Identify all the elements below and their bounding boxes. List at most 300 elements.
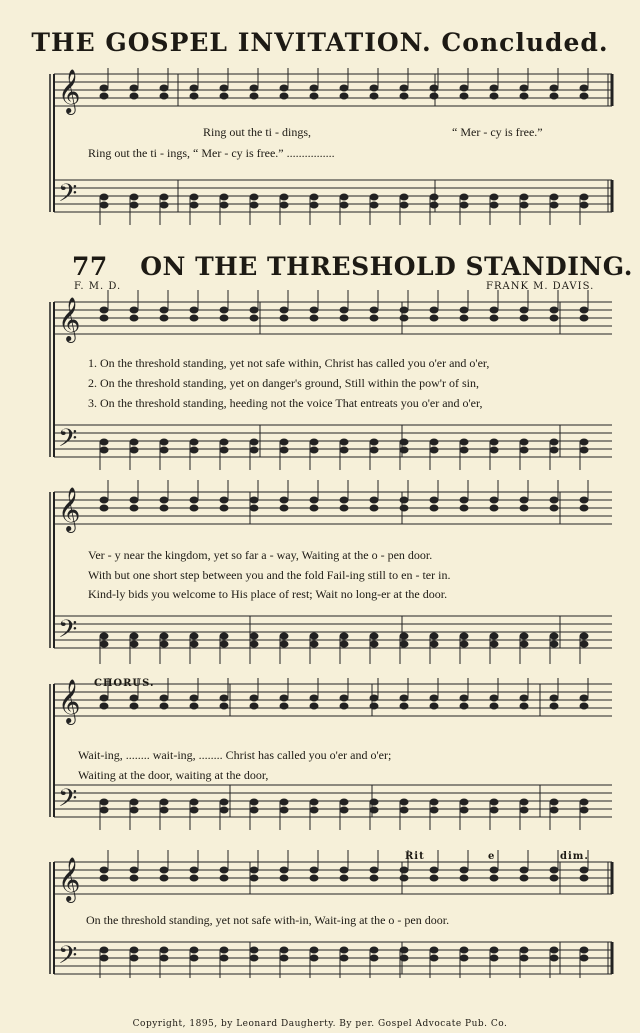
notehead xyxy=(280,439,288,445)
notehead xyxy=(250,202,258,208)
notehead xyxy=(310,315,318,321)
notehead xyxy=(160,447,168,453)
notehead xyxy=(580,85,588,91)
notehead xyxy=(250,505,258,511)
notehead xyxy=(580,703,588,709)
notehead xyxy=(310,93,318,99)
notehead xyxy=(220,497,228,503)
notehead xyxy=(250,807,258,813)
notehead xyxy=(490,807,498,813)
notehead xyxy=(520,93,528,99)
notehead xyxy=(580,633,588,639)
notehead xyxy=(340,867,348,873)
notehead xyxy=(310,194,318,200)
notehead xyxy=(400,947,408,953)
notehead xyxy=(160,641,168,647)
notehead xyxy=(430,497,438,503)
notehead xyxy=(430,85,438,91)
notehead xyxy=(160,875,168,881)
notehead xyxy=(550,85,558,91)
notehead xyxy=(280,93,288,99)
notehead xyxy=(400,695,408,701)
treble-clef-icon: 𝄞 xyxy=(58,487,81,531)
notehead xyxy=(100,867,108,873)
chorus-lyric: Wait-ing, ........ wait-ing, ........ Christ has called you o'er and o'er; xyxy=(78,748,392,762)
notehead xyxy=(310,497,318,503)
notehead xyxy=(130,695,138,701)
notehead xyxy=(250,703,258,709)
notehead xyxy=(220,695,228,701)
notehead xyxy=(430,875,438,881)
notehead xyxy=(100,695,108,701)
notehead xyxy=(190,447,198,453)
notehead xyxy=(190,875,198,881)
notehead xyxy=(220,641,228,647)
notehead xyxy=(250,633,258,639)
notehead xyxy=(490,695,498,701)
notehead xyxy=(550,799,558,805)
notehead xyxy=(490,867,498,873)
notehead xyxy=(550,867,558,873)
notehead xyxy=(160,695,168,701)
notehead xyxy=(550,641,558,647)
notehead xyxy=(550,695,558,701)
notehead xyxy=(130,955,138,961)
notehead xyxy=(250,307,258,313)
notehead xyxy=(370,799,378,805)
notehead xyxy=(190,497,198,503)
notehead xyxy=(100,447,108,453)
notehead xyxy=(370,497,378,503)
notehead xyxy=(400,807,408,813)
notehead xyxy=(100,633,108,639)
notehead xyxy=(520,315,528,321)
notehead xyxy=(160,93,168,99)
verse-lyric: 3. On the threshold standing, heeding not the voice That entreats you o'er and o'er, xyxy=(88,396,483,410)
notehead xyxy=(190,315,198,321)
notehead xyxy=(280,633,288,639)
notehead xyxy=(100,194,108,200)
notehead xyxy=(490,194,498,200)
verse-lyric: Ver - y near the kingdom, yet so far a - way, Waiting at the o - pen door. xyxy=(88,548,433,562)
notehead xyxy=(220,93,228,99)
notehead xyxy=(220,799,228,805)
notehead xyxy=(370,307,378,313)
notehead xyxy=(520,439,528,445)
hymn-title: ON THE THRESHOLD STANDING. xyxy=(140,252,633,281)
notehead xyxy=(490,307,498,313)
notehead xyxy=(550,439,558,445)
notehead xyxy=(160,85,168,91)
notehead xyxy=(190,695,198,701)
notehead xyxy=(400,641,408,647)
notehead xyxy=(160,497,168,503)
notehead xyxy=(130,703,138,709)
chorus-label: CHORUS. xyxy=(94,678,155,689)
notehead xyxy=(490,799,498,805)
notehead xyxy=(160,703,168,709)
notehead xyxy=(130,85,138,91)
notehead xyxy=(160,799,168,805)
notehead xyxy=(310,695,318,701)
notehead xyxy=(490,633,498,639)
notehead xyxy=(400,439,408,445)
notehead xyxy=(520,955,528,961)
notehead xyxy=(130,807,138,813)
notehead xyxy=(190,633,198,639)
notehead xyxy=(160,867,168,873)
notehead xyxy=(550,947,558,953)
notehead xyxy=(490,439,498,445)
treble-clef-icon: 𝄞 xyxy=(58,679,81,723)
notehead xyxy=(340,807,348,813)
notehead xyxy=(250,695,258,701)
notehead xyxy=(340,93,348,99)
notehead xyxy=(400,307,408,313)
notehead xyxy=(460,315,468,321)
notehead xyxy=(370,315,378,321)
notehead xyxy=(430,439,438,445)
notehead xyxy=(370,85,378,91)
notehead xyxy=(370,695,378,701)
notehead xyxy=(490,315,498,321)
notehead xyxy=(250,799,258,805)
notehead xyxy=(100,807,108,813)
notehead xyxy=(430,799,438,805)
notehead xyxy=(220,875,228,881)
notehead xyxy=(490,505,498,511)
notehead xyxy=(370,947,378,953)
notehead xyxy=(340,497,348,503)
notehead xyxy=(160,955,168,961)
notehead xyxy=(460,703,468,709)
notehead xyxy=(310,947,318,953)
notehead xyxy=(340,703,348,709)
notehead xyxy=(280,695,288,701)
notehead xyxy=(160,315,168,321)
notehead xyxy=(310,439,318,445)
notehead xyxy=(430,703,438,709)
notehead xyxy=(520,807,528,813)
notehead xyxy=(430,307,438,313)
lyric-line: Ring out the ti - ings, “ Mer - cy is free.” ................ xyxy=(88,146,335,160)
notehead xyxy=(130,93,138,99)
notehead xyxy=(190,799,198,805)
notehead xyxy=(220,703,228,709)
notehead xyxy=(430,447,438,453)
notehead xyxy=(130,497,138,503)
bass-clef-icon: 𝄢 xyxy=(58,784,78,819)
notehead xyxy=(250,867,258,873)
notehead xyxy=(190,505,198,511)
notehead xyxy=(370,202,378,208)
notehead xyxy=(100,641,108,647)
notehead xyxy=(130,447,138,453)
notehead xyxy=(550,194,558,200)
notehead xyxy=(460,307,468,313)
notehead xyxy=(310,955,318,961)
notehead xyxy=(310,447,318,453)
notehead xyxy=(100,93,108,99)
notehead xyxy=(100,799,108,805)
notehead xyxy=(160,947,168,953)
notehead xyxy=(340,947,348,953)
notehead xyxy=(520,85,528,91)
verse-lyric: With but one short step between you and the fold Fail-ing still to en - ter in. xyxy=(88,568,451,582)
notehead xyxy=(400,875,408,881)
verse-lyric: 1. On the threshold standing, yet not safe within, Christ has called you o'er and o'er, xyxy=(88,356,490,370)
notehead xyxy=(100,875,108,881)
notehead xyxy=(130,194,138,200)
notehead xyxy=(490,641,498,647)
notehead xyxy=(460,955,468,961)
bass-clef-icon: 𝄢 xyxy=(58,941,78,976)
notehead xyxy=(250,875,258,881)
notehead xyxy=(550,633,558,639)
notehead xyxy=(340,439,348,445)
notehead xyxy=(460,194,468,200)
notehead xyxy=(340,307,348,313)
notehead xyxy=(370,875,378,881)
notehead xyxy=(580,202,588,208)
notehead xyxy=(460,202,468,208)
notehead xyxy=(400,633,408,639)
notehead xyxy=(100,497,108,503)
notehead xyxy=(310,799,318,805)
notehead xyxy=(550,807,558,813)
notehead xyxy=(130,307,138,313)
notehead xyxy=(220,194,228,200)
notehead xyxy=(400,497,408,503)
notehead xyxy=(460,947,468,953)
notehead xyxy=(340,633,348,639)
notehead xyxy=(310,633,318,639)
dim-label: dim. xyxy=(560,851,589,862)
hymn-number: 77 xyxy=(72,252,108,281)
verse-lyric: 2. On the threshold standing, yet on danger's ground, Still within the pow'r of sin, xyxy=(88,376,479,390)
notehead xyxy=(250,439,258,445)
notehead xyxy=(580,867,588,873)
notehead xyxy=(190,955,198,961)
notehead xyxy=(520,307,528,313)
notehead xyxy=(100,307,108,313)
bass-clef-icon: 𝄢 xyxy=(58,179,78,214)
notehead xyxy=(400,315,408,321)
notehead xyxy=(340,194,348,200)
notehead xyxy=(430,641,438,647)
notehead xyxy=(340,875,348,881)
notehead xyxy=(220,947,228,953)
notehead xyxy=(130,867,138,873)
notehead xyxy=(280,867,288,873)
notehead xyxy=(580,439,588,445)
notehead xyxy=(460,439,468,445)
notehead xyxy=(220,633,228,639)
verse-lyric: Kind-ly bids you welcome to His place of rest; Wait no long-er at the door. xyxy=(88,587,448,601)
notehead xyxy=(250,447,258,453)
notehead xyxy=(400,867,408,873)
chorus-lyric: On the threshold standing, yet not safe with-in, Wait-ing at the o - pen door. xyxy=(86,913,450,927)
notehead xyxy=(160,307,168,313)
lyricist-credit: F. M. D. xyxy=(74,281,122,292)
notehead xyxy=(250,194,258,200)
notehead xyxy=(580,505,588,511)
notehead xyxy=(160,194,168,200)
notehead xyxy=(520,633,528,639)
notehead xyxy=(430,315,438,321)
notehead xyxy=(340,315,348,321)
notehead xyxy=(190,194,198,200)
notehead xyxy=(400,85,408,91)
notehead xyxy=(280,947,288,953)
notehead xyxy=(340,955,348,961)
notehead xyxy=(490,85,498,91)
notehead xyxy=(520,875,528,881)
composer-credit: FRANK M. DAVIS. xyxy=(486,281,595,292)
lyric-line: “ Mer - cy is free.” xyxy=(452,125,543,139)
notehead xyxy=(580,641,588,647)
notehead xyxy=(430,633,438,639)
notehead xyxy=(400,505,408,511)
notehead xyxy=(460,497,468,503)
notehead xyxy=(580,799,588,805)
notehead xyxy=(190,93,198,99)
notehead xyxy=(520,867,528,873)
notehead xyxy=(520,641,528,647)
notehead xyxy=(580,947,588,953)
notehead xyxy=(550,307,558,313)
notehead xyxy=(430,202,438,208)
notehead xyxy=(430,93,438,99)
notehead xyxy=(370,505,378,511)
notehead xyxy=(130,315,138,321)
copyright-footer: Copyright, 1895, by Leonard Daugherty. By per. Gospel Advocate Pub. Co. xyxy=(132,1019,508,1029)
notehead xyxy=(580,307,588,313)
notehead xyxy=(130,202,138,208)
notehead xyxy=(430,867,438,873)
notehead xyxy=(250,315,258,321)
notehead xyxy=(220,867,228,873)
notehead xyxy=(280,955,288,961)
notehead xyxy=(460,633,468,639)
notehead xyxy=(100,947,108,953)
notehead xyxy=(220,439,228,445)
notehead xyxy=(160,202,168,208)
notehead xyxy=(340,202,348,208)
notehead xyxy=(460,447,468,453)
notehead xyxy=(280,194,288,200)
bass-clef-icon: 𝄢 xyxy=(58,615,78,650)
notehead xyxy=(580,807,588,813)
notehead xyxy=(550,875,558,881)
notehead xyxy=(280,202,288,208)
notehead xyxy=(340,799,348,805)
notehead xyxy=(400,955,408,961)
notehead xyxy=(370,807,378,813)
notehead xyxy=(280,505,288,511)
page-title-main: THE GOSPEL INVITATION. xyxy=(31,28,432,57)
notehead xyxy=(100,202,108,208)
notehead xyxy=(310,875,318,881)
notehead xyxy=(580,497,588,503)
bass-clef-icon: 𝄢 xyxy=(58,424,78,459)
notehead xyxy=(520,695,528,701)
notehead xyxy=(460,875,468,881)
notehead xyxy=(550,497,558,503)
notehead xyxy=(550,505,558,511)
notehead xyxy=(250,947,258,953)
notehead xyxy=(340,695,348,701)
notehead xyxy=(280,807,288,813)
notehead xyxy=(280,307,288,313)
notehead xyxy=(220,447,228,453)
notehead xyxy=(520,947,528,953)
notehead xyxy=(520,505,528,511)
notehead xyxy=(160,807,168,813)
notehead xyxy=(370,955,378,961)
notehead xyxy=(520,799,528,805)
notehead xyxy=(370,867,378,873)
notehead xyxy=(280,875,288,881)
notehead xyxy=(520,194,528,200)
notehead xyxy=(550,202,558,208)
notehead xyxy=(220,85,228,91)
notehead xyxy=(490,497,498,503)
notehead xyxy=(310,85,318,91)
notehead xyxy=(460,807,468,813)
notehead xyxy=(250,641,258,647)
notehead xyxy=(580,695,588,701)
notehead xyxy=(280,497,288,503)
notehead xyxy=(130,641,138,647)
notehead xyxy=(430,505,438,511)
notehead xyxy=(280,703,288,709)
notehead xyxy=(550,703,558,709)
notehead xyxy=(520,202,528,208)
notehead xyxy=(220,202,228,208)
lyric-line: Ring out the ti - dings, xyxy=(203,125,311,139)
notehead xyxy=(400,703,408,709)
notehead xyxy=(250,93,258,99)
notehead xyxy=(250,85,258,91)
notehead xyxy=(310,641,318,647)
notehead xyxy=(130,505,138,511)
notehead xyxy=(460,867,468,873)
notehead xyxy=(430,947,438,953)
treble-clef-icon: 𝄞 xyxy=(58,857,81,901)
notehead xyxy=(490,93,498,99)
notehead xyxy=(310,505,318,511)
notehead xyxy=(100,505,108,511)
notehead xyxy=(430,807,438,813)
notehead xyxy=(430,194,438,200)
notehead xyxy=(130,947,138,953)
notehead xyxy=(250,497,258,503)
notehead xyxy=(370,447,378,453)
notehead xyxy=(490,703,498,709)
notehead xyxy=(580,194,588,200)
notehead xyxy=(340,641,348,647)
notehead xyxy=(310,867,318,873)
notehead xyxy=(460,85,468,91)
notehead xyxy=(460,505,468,511)
notehead xyxy=(220,307,228,313)
notehead xyxy=(400,447,408,453)
notehead xyxy=(370,703,378,709)
notehead xyxy=(370,641,378,647)
notehead xyxy=(370,439,378,445)
notehead xyxy=(580,315,588,321)
